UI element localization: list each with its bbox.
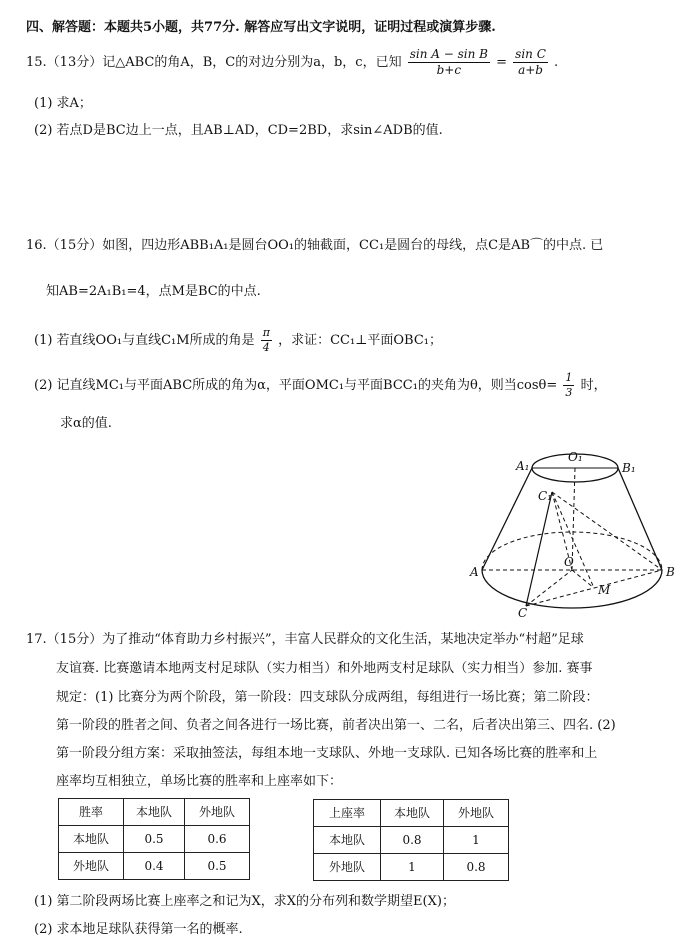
q16-part2-fraction [563, 371, 574, 400]
table-header-cell: 本地队 [381, 800, 444, 827]
bottom-ellipse-front [482, 570, 662, 608]
q16-part2-frac-den: 3 [565, 385, 573, 399]
q15-frac1-denominator: b+c [436, 63, 462, 77]
table-header-cell: 外地队 [185, 799, 250, 826]
table-cell: 0.4 [124, 853, 185, 880]
attendance-table [313, 799, 509, 881]
q16-part2-cont: 求α的值. [60, 416, 112, 431]
q16-part1-text-b: ，求证：CC₁⊥平面OBC₁； [278, 332, 443, 348]
label-b: B [666, 565, 675, 579]
table-row [314, 854, 509, 881]
q16-part1 [34, 326, 442, 355]
table-cell: 外地队 [59, 853, 124, 880]
q16-part1-fraction [261, 326, 272, 355]
q15-frac2-denominator: a+b [518, 63, 543, 77]
q17-line2: 友谊赛. 比赛邀请本地两支村足球队（实力相当）和外地两支村足球队（实力相当）参加. 赛事 [56, 661, 593, 676]
q16-part2-text-a: (2) 记直线MC₁与平面ABC所成的角为α，平面OMC₁与平面BCC₁的夹角为θ，则当cosθ= [34, 377, 558, 393]
label-a1: A₁ [516, 459, 530, 473]
q16-part2-text-b: 时， [580, 377, 607, 393]
segment-cc1 [526, 492, 552, 606]
q15-stem-end: . [554, 55, 559, 70]
table-header-cell: 上座率 [314, 800, 381, 827]
table-row [314, 827, 509, 854]
q16-part2 [34, 371, 607, 400]
q16-part1-text-a: (1) 若直线OO₁与直线C₁M所成的角是 [34, 332, 255, 348]
table-cell: 0.8 [444, 854, 509, 881]
section-title: 四、解答题：本题共5小题，共77分. 解答应写出文字说明，证明过程或演算步骤. [26, 20, 496, 35]
table-cell: 0.5 [185, 853, 250, 880]
table-cell: 外地队 [314, 854, 381, 881]
table-header-cell: 本地队 [124, 799, 185, 826]
q15-fraction-left [408, 47, 490, 78]
frustum-figure [468, 448, 678, 618]
table-header-cell: 外地队 [444, 800, 509, 827]
q17-line4: 第一阶段的胜者之间、负者之间各进行一场比赛，前者决出第一、二名，后者决出第三、四名. (2) [56, 718, 616, 733]
label-c: C [518, 606, 528, 618]
table-cell: 0.5 [124, 826, 185, 853]
table-cell: 1 [381, 854, 444, 881]
q17-line3: 规定：(1) 比赛分为两个阶段，第一阶段：四支球队分成两组，每组进行一场比赛；第二阶段： [56, 690, 599, 705]
q15-equals: = [496, 55, 508, 70]
q16-stem-line1: 16.（15分）如图，四边形ABB₁A₁是圆台OO₁的轴截面，CC₁是圆台的母线，点C是AB⌒的中点. 已 [26, 238, 604, 253]
table-row [59, 826, 250, 853]
q15-fraction-right [513, 47, 548, 78]
q15-part1: (1) 求A； [34, 96, 92, 111]
q17-part1: (1) 第二阶段两场比赛上座率之和记为X，求X的分布列和数学期望E(X)； [34, 894, 455, 909]
label-c1: C₁ [538, 489, 552, 503]
label-o1: O₁ [568, 450, 583, 464]
label-m: M [598, 583, 611, 597]
q16-part1-frac-num: π [262, 326, 270, 339]
q16-stem-line2: 知AB=2A₁B₁=4，点M是BC的中点. [46, 284, 261, 299]
table-header-cell: 胜率 [59, 799, 124, 826]
table-cell: 1 [444, 827, 509, 854]
segment-om [572, 570, 594, 588]
q17-line1: 17.（15分）为了推动“体育助力乡村振兴”，丰富人民群众的文化生活，某地决定举办“村超”足球 [26, 632, 584, 647]
table-cell: 0.6 [185, 826, 250, 853]
table-cell: 本地队 [314, 827, 381, 854]
q17-line5: 第一阶段分组方案：采取抽签法，每组本地一支球队、外地一支球队. 已知各场比赛的胜率和上 [56, 746, 598, 761]
left-generatrix [482, 468, 532, 570]
win-rate-table [58, 798, 250, 880]
q17-line6: 座率均互相独立，单场比赛的胜率和上座率如下： [56, 774, 343, 789]
table-cell: 本地队 [59, 826, 124, 853]
label-a: A [470, 565, 479, 579]
table-row [59, 853, 250, 880]
q15-frac2-numerator: sin C [515, 47, 546, 61]
q15-frac1-numerator: sin A − sin B [409, 47, 488, 61]
label-o: O [564, 555, 574, 569]
q15-part2: (2) 若点D是BC边上一点，且AB⊥AD，CD=2BD，求sin∠ADB的值. [34, 123, 443, 138]
table-row [59, 799, 250, 826]
segment-c1m [552, 492, 594, 588]
table-cell: 0.8 [381, 827, 444, 854]
table-row [314, 800, 509, 827]
q15-stem-text: 15.（13分）记△ABC的角A，B，C的对边分别为a，b，c，已知 [26, 55, 402, 70]
q16-part1-frac-den: 4 [262, 340, 270, 354]
q15-stem [26, 47, 558, 78]
q17-part2: (2) 求本地足球队获得第一名的概率. [34, 922, 243, 937]
label-b1: B₁ [622, 461, 636, 475]
q16-part2-frac-num: 1 [565, 371, 573, 384]
